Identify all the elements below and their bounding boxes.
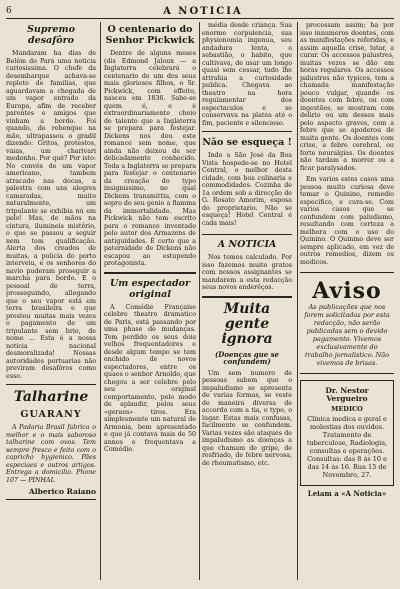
ad-body: Indo a São José da Boa Vista hospede-se no Hotel Central, o melhor desta cidade, com boa culinaria e commodidades. Cozinha de 1a ordem sob a direcção de G. Rosato Amorim, esposa do proprietario. Não se esqueça! Hotel Central é cada mais! bbox=[202, 152, 292, 227]
article-subheadline: (Doenças que se confundem) bbox=[214, 349, 280, 366]
article-headline: Um espectador original bbox=[109, 277, 191, 300]
column-2 bbox=[104, 22, 196, 582]
column-rule bbox=[199, 22, 200, 580]
ad-body: As publicações que nos forem solicitadas por esta redacção, não serão publicadas sem o devido pagamento. Vivemos exclusivamente do trabalho jornalistico. Não vivemos de brisas. bbox=[304, 303, 390, 367]
section-divider bbox=[104, 272, 196, 274]
ad-signature: Alberico Raiano bbox=[28, 487, 96, 496]
newspaper-page bbox=[6, 4, 394, 584]
page-number: 6 bbox=[6, 6, 12, 16]
column-4 bbox=[300, 22, 394, 582]
article-body: Em varios estes casos uma pessoa muito curiosa deve tomar o Quinino, remedio especifico, e cura-se. Com varios casos que se confundem com paludismo, resultando com certeza a melhora com o uso do Quinino. O Quinino deve ser sempre aplicado, em vez de outros remedios, dizem os medicos. bbox=[300, 176, 394, 266]
doctor-role: MEDICO bbox=[331, 405, 363, 413]
article-body: processam assim; ha por isso innumeros doentes, com as manifestações referidas, e assim aquella crise, lutar, a curar. Os accessos palustres, muitas vezes se dão em horas regulares. Os accessos palustres não typicos, tem a chamada manifestação pouco vulgar, quando os doentes com febre, ou com ingestões, se mostram com delirio ou um desses mais pelo aspecto graves, com a febre que se apoderou de muita gente. Os doentes com crise, a febre cerebral, ou forte neuralgias. Os doentes não tardam a morrer ou a ficar paralysados. bbox=[300, 22, 394, 172]
ad-headline: Talharine bbox=[13, 389, 89, 405]
page-header bbox=[6, 4, 394, 19]
column-rule bbox=[297, 22, 298, 580]
footer-line: Leiam a «A Noticia» bbox=[307, 489, 387, 498]
column-3 bbox=[202, 22, 292, 582]
column-rule bbox=[100, 22, 101, 580]
article-body: média desde criança. Sua enorme corpulencia, sua physionomia ingenua, seu andadura lenta, o sebastião, o habito, que cultivava, de usar um longo quasi sem cessar, tudo lhe attrahia a curiosidade publica. Chegava ao theatro na hora regulamentar dos espectaculos e se conservava na platéa até o fim, paciente e silencioso. bbox=[202, 22, 292, 127]
article-body: Dentre de alguns meses (dis Edmond Jaloux — a Inglaterra celebrará o centenario de um dos seus mais gloriosos filhos, o Sr. Pickwick, com effeito, nasceu em 1836. Sabe-se quem é, e é extraordinariamente cheio de talento que a Inglaterra se prepara para festejar. Dickens nos deu este romance sem nome, que ainda não deixou de ser delicadamente conhecido. Toda a Inglaterra se prepara para festejar o centenario da creação do typo insignissimo, no qual Dickens transmittiu, com o sopro do seu genio a flamma da immortalidade. Mas Pickwick não tem escrito para o romance inventado pelo autor dos Armazens de antiguidades. É certo que a paternidade de Dickens não escapou ao estupendo protagonista. bbox=[104, 50, 196, 267]
article-body: Um sem numero de pessoas sabem que o impaludismo se apresenta de varias formas, se veste de maneira diversa de accordo com a tia, o typo, o lugar. Estas mais confusas, facilmente se confundem. Varias vezes são ataques de impaludismo as doenças a que chamam de gripe, de resfriado, de febre nervosa, de rheumatismo, etc. bbox=[202, 369, 292, 467]
ad-title: Aviso bbox=[312, 278, 382, 304]
article-body: Mandaram ha dias de Belém do Pará uma noticia curiosissima. O chefe da desembarque achava-se repleto de familias, que aguardavam a chegada de um vapor entrado da Europa, afim de receber parentes e amigos que vinham a bordo. Foi quando, de rebenque na mão, ultrapassou o gradil dizendo: Gritos, protestos, vaias, um charivari medonho. Por quê? Por isto: No convés de um vapor americano, tambem atracado nas docas, a palestra com uns alegres camaradas, muito naturalmente, um tripulante se exhibia nú em pelo! Mas, de mãos na cintura, ilumineis mistério, o que se passou a seguir nem tem qualificação. Alerta dos creados de muitas, a policia do porto interveiu, e os senhores do navio puderam proseguir a marcha para bordo. E o pessoal de terra, prosseguindo, allegando que o seu vapor está em terra brasileira e que prestou muitas mais vezes o pagamento de um tripulante sem brio, de nome ... Esta é a nossa noticia nacional desmoralizada! Nossas autoridades portuarias não previram desafôros como esse. bbox=[6, 50, 96, 380]
notice-ad bbox=[300, 272, 394, 374]
notice-body: Nos temos calculado. Por isso fazemos muito gratos com nossos assignantes se mandarem a esta redacção seus novos enderêços. bbox=[202, 254, 292, 291]
notice-headline: A NOTICIA bbox=[217, 239, 277, 250]
hotel-ad bbox=[202, 131, 292, 235]
column-1 bbox=[6, 22, 96, 582]
article-body: A Comédie Française celebre theatro dramatico de Paris, está passando por uma phase de mudanças. Tem perdido os seus dois velhos frequentadores e desde algum tempo se tem enchido de novos espectadores, entre os quaes o senhor Arnoldo, que chegou a ser celebre pelo seu original comportamento, pelo modo de aplaudir, pelos seus «geraes» tiros. Era simplesmente um natural de Armonia, bem apresentado e que já contava mais de 50 annos e frequentava a Comédie. bbox=[104, 303, 196, 453]
ad-body: A Padaria Brasil fabrica o melhor e o mais saboroso talharine com ovos. Tem sempre fresco e feito com o capricho hygienico. Pães especiaes e outros artigos. Entrega a domicilio. Phone 107 — PINHAL bbox=[6, 424, 96, 484]
doctor-ad bbox=[300, 380, 394, 486]
doctor-details: Clinica medica e geral e molestias dos ouvidos. Tratamento de tuberculose, Radiologia, consultas e operações. Consultas: das 8 ás 10 e das 14 ás 16. Rua 15 de Novembro, 27. bbox=[306, 415, 388, 479]
article-headline: Muita gente ignora bbox=[221, 300, 273, 347]
doctor-name: Dr. Nestor Vergueiro bbox=[325, 386, 369, 403]
article-headline: Supremo desafôro bbox=[27, 24, 75, 46]
section-divider bbox=[202, 296, 292, 298]
ad-headline: Não se esqueça ! bbox=[202, 137, 292, 148]
article-headline: O centenario do Senhor Pickwick bbox=[105, 24, 195, 46]
ad-brand: GUARANY bbox=[20, 409, 82, 420]
masthead-title: A NOTICIA bbox=[163, 5, 243, 17]
ad-talharine bbox=[6, 384, 96, 500]
